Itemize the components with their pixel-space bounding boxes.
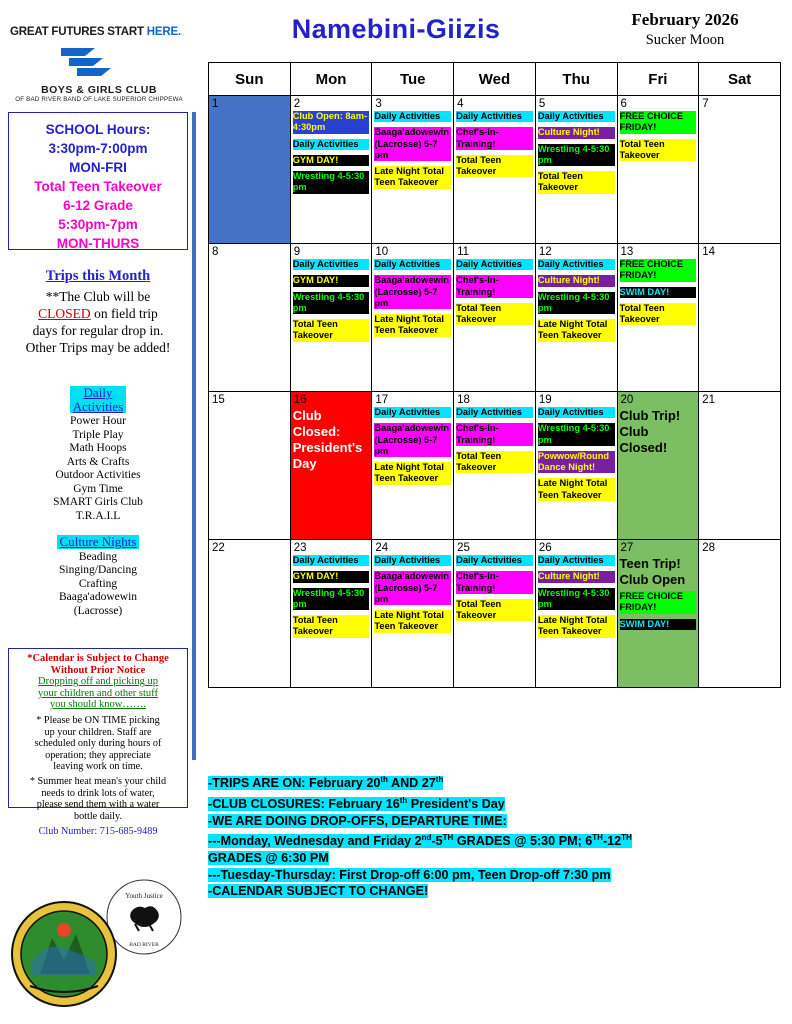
culture-nights-heading: Culture Nights <box>57 535 140 549</box>
trips-heading: Trips this Month <box>45 268 151 284</box>
calendar-event: Daily Activities <box>293 259 370 270</box>
calendar-event: Wrestling 4-5:30 pm <box>293 588 370 611</box>
day-number: 12 <box>538 246 552 258</box>
calendar-event: Late Night Total Teen Takeover <box>374 610 451 633</box>
day-number: 3 <box>375 98 382 110</box>
day-events <box>291 110 372 194</box>
school-hours-box <box>8 112 188 250</box>
calendar-event: Chef's-In-Training! <box>456 423 533 446</box>
calendar-day-cell[interactable] <box>372 244 454 392</box>
weekday-header-mon: Mon <box>290 63 372 96</box>
calendar-day-cell[interactable] <box>454 540 536 688</box>
calendar-event: FREE CHOICE FRIDAY! <box>620 591 697 614</box>
day-number: 23 <box>293 542 307 554</box>
calendar-event: Wrestling 4-5:30 pm <box>538 423 615 446</box>
day-number: 4 <box>457 98 464 110</box>
note-trips-b: AND 27 <box>387 776 436 791</box>
calendar-event: Daily Activities <box>538 259 615 270</box>
day-number: 16 <box>293 394 307 406</box>
notice-line8: scheduled only during hours of <box>34 738 162 750</box>
calendar-day-cell[interactable] <box>454 244 536 392</box>
weekday-header-thu: Thu <box>535 63 617 96</box>
note-mwf-sup4: TH <box>621 833 632 843</box>
day-events <box>536 554 617 638</box>
day-number: 18 <box>457 394 470 406</box>
daily-activities-heading-line1: Daily <box>83 385 113 400</box>
calendar-event: Wrestling 4-5:30 pm <box>293 292 370 315</box>
day-events <box>454 258 535 325</box>
note-mwf <box>208 830 781 850</box>
calendar-event: SWIM DAY! <box>620 619 697 630</box>
footer-notes <box>208 772 781 901</box>
brand-tagline-main: GREAT FUTURES START <box>10 26 147 38</box>
calendar-event: Total Teen Takeover <box>620 303 697 326</box>
day-number: 28 <box>702 542 716 554</box>
calendar-event: Daily Activities <box>456 259 533 270</box>
brand-club-name: BOYS & GIRLS CLUB <box>41 84 157 96</box>
notice-line3: Dropping off and picking up <box>38 676 158 688</box>
calendar-event: GYM DAY! <box>293 571 370 582</box>
teen-takeover-line1: Total Teen Takeover <box>34 179 162 194</box>
calendar-event: Total Teen Takeover <box>456 303 533 326</box>
daily-activity-item: Arts & Crafts <box>66 455 130 468</box>
day-number: 14 <box>702 246 716 258</box>
calendar-event: Total Teen Takeover <box>293 615 370 638</box>
calendar-event: GYM DAY! <box>293 155 370 166</box>
day-events <box>372 258 453 337</box>
daily-activities-heading-line2: Activities <box>72 398 124 414</box>
teen-takeover-line4: MON-THURS <box>56 236 140 251</box>
school-hours-line3: MON-FRI <box>69 160 127 175</box>
notice-line1: *Calendar is Subject to Change <box>27 653 169 664</box>
trips-line2: on field trip <box>94 306 158 321</box>
culture-nights-section <box>8 535 188 618</box>
calendar-event: Daily Activities <box>374 259 451 270</box>
note-mwf-sup3: TH <box>592 833 603 843</box>
tribal-seal-icon <box>10 900 118 1013</box>
notice-line9: operation; they appreciate <box>45 749 151 761</box>
calendar-event: Daily Activities <box>293 555 370 566</box>
weekday-header-wed: Wed <box>454 63 536 96</box>
calendar-day-cell[interactable] <box>617 244 699 392</box>
day-events <box>454 554 535 621</box>
calendar-table <box>208 62 781 688</box>
calendar-event: Late Night Total Teen Takeover <box>538 319 615 342</box>
calendar-day-cell[interactable] <box>372 392 454 540</box>
day-number: 27 <box>620 542 634 554</box>
day-number: 6 <box>620 98 627 110</box>
calendar-event: Chef's-In-Training! <box>456 127 533 150</box>
calendar-day-cell[interactable] <box>617 540 699 688</box>
day-events <box>618 590 699 630</box>
day-events <box>291 554 372 638</box>
note-subject-change <box>208 884 781 900</box>
vertical-divider <box>192 112 196 760</box>
calendar-event: Daily Activities <box>293 139 370 150</box>
culture-night-item: Baaga'adowewin <box>58 591 138 603</box>
daily-activity-item: SMART Girls Club <box>53 496 143 508</box>
note-mwf-sup2: TH <box>442 833 454 843</box>
day-events <box>618 258 699 325</box>
notice-line10: leaving work on time. <box>53 761 143 773</box>
calendar-week-row <box>209 392 781 540</box>
calendar-day-cell[interactable] <box>209 392 291 540</box>
day-events <box>372 406 453 485</box>
month-label: February 2026 <box>631 10 739 29</box>
calendar-day-cell[interactable] <box>209 540 291 688</box>
notice-line11: * Summer heat mean's your child <box>29 775 167 787</box>
calendar-event: GYM DAY! <box>293 275 370 286</box>
notice-line7: up your children. Staff are <box>44 726 152 738</box>
day-events <box>372 110 453 189</box>
daily-activity-item: Math Hoops <box>69 442 127 454</box>
day-number: 22 <box>212 542 225 554</box>
notice-line4: your children and other stuff <box>38 687 158 699</box>
day-number: 2 <box>293 98 301 110</box>
calendar-event: Chef's-In-Training! <box>456 275 533 298</box>
weekday-header-tue: Tue <box>372 63 454 96</box>
day-number: 20 <box>620 394 634 406</box>
day-number: 26 <box>538 542 552 554</box>
note-trips-sup1: th <box>380 775 388 784</box>
notice-line12: needs to drink lots of water, <box>41 787 155 799</box>
weekday-header-fri: Fri <box>617 63 699 96</box>
calendar-event: Total Teen Takeover <box>293 319 370 342</box>
calendar-event: Wrestling 4-5:30 pm <box>538 292 615 315</box>
daily-activities-section <box>8 386 188 523</box>
note-subject-change-text: -CALENDAR SUBJECT TO CHANGE! <box>208 884 429 899</box>
day-events <box>291 258 372 342</box>
teen-takeover-line2: 6-12 Grade <box>63 198 133 213</box>
note-dropoffs-text: -WE ARE DOING DROP-OFFS, DEPARTURE TIME: <box>208 813 507 828</box>
note-mwf-d: -12 <box>602 834 622 849</box>
calendar-event: Culture Night! <box>538 275 615 286</box>
calendar-event: FREE CHOICE FRIDAY! <box>620 259 697 282</box>
brand-tagline-highlight: HERE. <box>146 26 181 38</box>
calendar-event: Total Teen Takeover <box>456 451 533 474</box>
daily-activities-heading <box>70 386 127 413</box>
trips-closed-word: CLOSED <box>38 306 91 321</box>
notice-line2: Without Prior Notice <box>50 664 146 676</box>
calendar-event: Total Teen Takeover <box>456 599 533 622</box>
calendar-event: Daily Activities <box>374 111 451 122</box>
day-highlight-label: Club Closed: President's Day <box>292 408 363 471</box>
calendar-day-cell[interactable] <box>617 96 699 244</box>
day-number: 15 <box>212 394 225 406</box>
calendar-event: Baaga'adowewin (Lacrosse) 5-7 pm <box>374 127 451 161</box>
day-events <box>618 110 699 161</box>
school-hours-line2: 3:30pm-7:00pm <box>48 141 148 156</box>
calendar-day-cell[interactable] <box>617 392 699 540</box>
calendar-event: Chef's-In-Training! <box>456 571 533 594</box>
calendar-event: Late Night Total Teen Takeover <box>374 166 451 189</box>
calendar-event: Daily Activities <box>538 407 615 418</box>
brand-tagline <box>10 26 181 38</box>
day-number: 13 <box>620 246 634 258</box>
note-trips-a: -TRIPS ARE ON: February 20 <box>208 776 381 791</box>
calendar-day-cell[interactable] <box>372 96 454 244</box>
calendar-event: Culture Night! <box>538 127 615 138</box>
calendar-day-cell[interactable] <box>699 244 781 392</box>
calendar-event: Daily Activities <box>538 555 615 566</box>
weekday-header-sun: Sun <box>209 63 291 96</box>
calendar-event: Total Teen Takeover <box>456 155 533 178</box>
calendar-header-row <box>209 63 781 96</box>
calendar-week-row <box>209 96 781 244</box>
culture-night-item: Crafting <box>78 577 118 590</box>
calendar-day-cell[interactable] <box>290 244 372 392</box>
culture-night-item: Singing/Dancing <box>59 564 137 576</box>
day-number: 8 <box>212 246 219 258</box>
calendar-day-cell[interactable] <box>209 96 291 244</box>
calendar-event: Club Open: 8am-4:30pm <box>293 111 370 134</box>
day-events <box>536 406 617 501</box>
note-closures-sup: th <box>399 795 408 805</box>
note-mwf-c: GRADES @ 5:30 PM; 6 <box>453 834 593 849</box>
brand-club-sub: OF BAD RIVER BAND OF LAKE SUPERIOR CHIPPEWA <box>15 96 183 103</box>
day-number: 5 <box>538 98 546 110</box>
calendar-event: Late Night Total Teen Takeover <box>374 314 451 337</box>
daily-activity-item: Triple Play <box>72 428 124 441</box>
calendar-day-cell[interactable] <box>290 392 372 540</box>
calendar-body <box>209 96 781 688</box>
trips-line4: Other Trips may be added! <box>25 340 171 355</box>
calendar-day-cell[interactable] <box>699 96 781 244</box>
brand-name-block <box>10 84 188 103</box>
notice-line5: you should know……. <box>50 699 146 711</box>
svg-text:Youth Justice: Youth Justice <box>125 892 163 900</box>
calendar-event: Baaga'adowewin (Lacrosse) 5-7 pm <box>374 571 451 605</box>
note-closures-b: President's Day <box>407 796 505 811</box>
calendar-day-cell[interactable] <box>454 392 536 540</box>
daily-activity-item: Outdoor Activities <box>55 469 141 481</box>
day-number: 19 <box>538 394 552 406</box>
calendar-event: Late Night Total Teen Takeover <box>538 615 615 638</box>
note-closures-a: -CLUB CLOSURES: February 16 <box>208 796 400 811</box>
bgc-logo-icon <box>55 44 141 82</box>
calendar-event: Total Teen Takeover <box>620 139 697 162</box>
calendar-event: Total Teen Takeover <box>538 171 615 194</box>
daily-activity-item: Power Hour <box>70 415 126 427</box>
note-trips <box>208 772 781 792</box>
note-dropoffs <box>208 814 781 830</box>
teen-takeover-line3: 5:30pm-7pm <box>58 217 138 232</box>
weekday-header-sat: Sat <box>699 63 781 96</box>
day-events <box>372 554 453 633</box>
note-mwf-a: ---Monday, Wednesday and Friday 2 <box>208 834 422 849</box>
notice-line6: * Please be ON TIME picking <box>36 714 160 726</box>
daily-activity-item: Gym Time <box>73 482 123 495</box>
calendar-day-cell[interactable] <box>290 540 372 688</box>
day-number: 9 <box>293 246 301 258</box>
notice-box <box>8 648 188 838</box>
notice-line13: please send them with a water <box>36 799 160 811</box>
calendar-day-cell[interactable] <box>699 392 781 540</box>
day-events <box>454 406 535 473</box>
calendar-day-cell[interactable] <box>209 244 291 392</box>
calendar-event: Daily Activities <box>538 111 615 122</box>
calendar-day-cell[interactable] <box>454 96 536 244</box>
calendar-event: Wrestling 4-5:30 pm <box>293 171 370 194</box>
culture-night-item: (Lacrosse) <box>73 604 123 617</box>
note-closures <box>208 793 781 813</box>
svg-text:BAD RIVER: BAD RIVER <box>129 942 159 948</box>
calendar-event: Wrestling 4-5:30 pm <box>538 588 615 611</box>
note-trips-sup2: th <box>435 775 444 784</box>
trips-line1: **The Club will be <box>45 289 151 304</box>
day-events <box>536 258 617 342</box>
day-number: 17 <box>375 394 389 406</box>
daily-activity-item: T.R.A.I.L <box>75 509 121 522</box>
note-grades-text: GRADES @ 6:30 PM <box>208 850 329 865</box>
note-tueThu <box>208 868 781 884</box>
calendar-day-cell[interactable] <box>535 540 617 688</box>
calendar-event: SWIM DAY! <box>620 287 697 298</box>
calendar-event: Daily Activities <box>374 555 451 566</box>
day-highlight-label: Teen Trip! Club Open <box>619 556 686 587</box>
notice-club-number: Club Number: 715-685-9489 <box>38 826 158 838</box>
trips-line3: days for regular drop in. <box>32 323 164 338</box>
day-number: 25 <box>457 542 470 554</box>
day-number: 1 <box>212 98 219 110</box>
calendar-event: Daily Activities <box>456 111 533 122</box>
calendar-event: FREE CHOICE FRIDAY! <box>620 111 697 134</box>
calendar-event: Late Night Total Teen Takeover <box>374 462 451 485</box>
day-events <box>454 110 535 177</box>
calendar-event: Powwow/Round Dance Night! <box>538 451 615 474</box>
calendar-week-row <box>209 244 781 392</box>
note-mwf-b: -5 <box>431 834 443 849</box>
calendar-event: Wrestling 4-5:30 pm <box>538 144 615 167</box>
calendar-event: Baaga'adowewin (Lacrosse) 5-7 pm <box>374 275 451 309</box>
page-title: Namebini-Giizis <box>291 14 501 44</box>
day-number: 21 <box>702 394 716 406</box>
calendar-event: Baaga'adowewin (Lacrosse) 5-7 pm <box>374 423 451 457</box>
month-block <box>590 10 780 49</box>
day-number: 10 <box>375 246 389 258</box>
calendar-day-cell[interactable] <box>290 96 372 244</box>
day-number: 7 <box>702 98 709 110</box>
calendar-day-cell[interactable] <box>535 244 617 392</box>
moon-label: Sucker Moon <box>645 32 725 48</box>
calendar-event: Daily Activities <box>456 407 533 418</box>
notice-line14: bottle daily. <box>73 810 122 822</box>
calendar-week-row <box>209 540 781 688</box>
day-highlight-label: Club Trip! Club Closed! <box>619 408 681 455</box>
left-sidebar <box>0 0 196 1024</box>
calendar-event: Late Night Total Teen Takeover <box>538 478 615 501</box>
calendar-event: Culture Night! <box>538 571 615 582</box>
day-number: 24 <box>375 542 389 554</box>
day-events <box>536 110 617 194</box>
calendar-event: Daily Activities <box>374 407 451 418</box>
note-grades <box>208 851 781 867</box>
school-hours-line1: SCHOOL Hours: <box>45 122 151 137</box>
calendar-day-cell[interactable] <box>535 392 617 540</box>
calendar-day-cell[interactable] <box>699 540 781 688</box>
day-number: 11 <box>457 246 470 258</box>
calendar-day-cell[interactable] <box>535 96 617 244</box>
note-mwf-sup1: nd <box>421 833 432 843</box>
calendar-day-cell[interactable] <box>372 540 454 688</box>
culture-night-item: Beading <box>78 550 118 563</box>
trips-section <box>8 268 188 356</box>
note-tueThu-text: ---Tuesday-Thursday: First Drop-off 6:00 pm, Teen Drop-off 7:30 pm <box>208 867 611 882</box>
calendar-event: Daily Activities <box>456 555 533 566</box>
